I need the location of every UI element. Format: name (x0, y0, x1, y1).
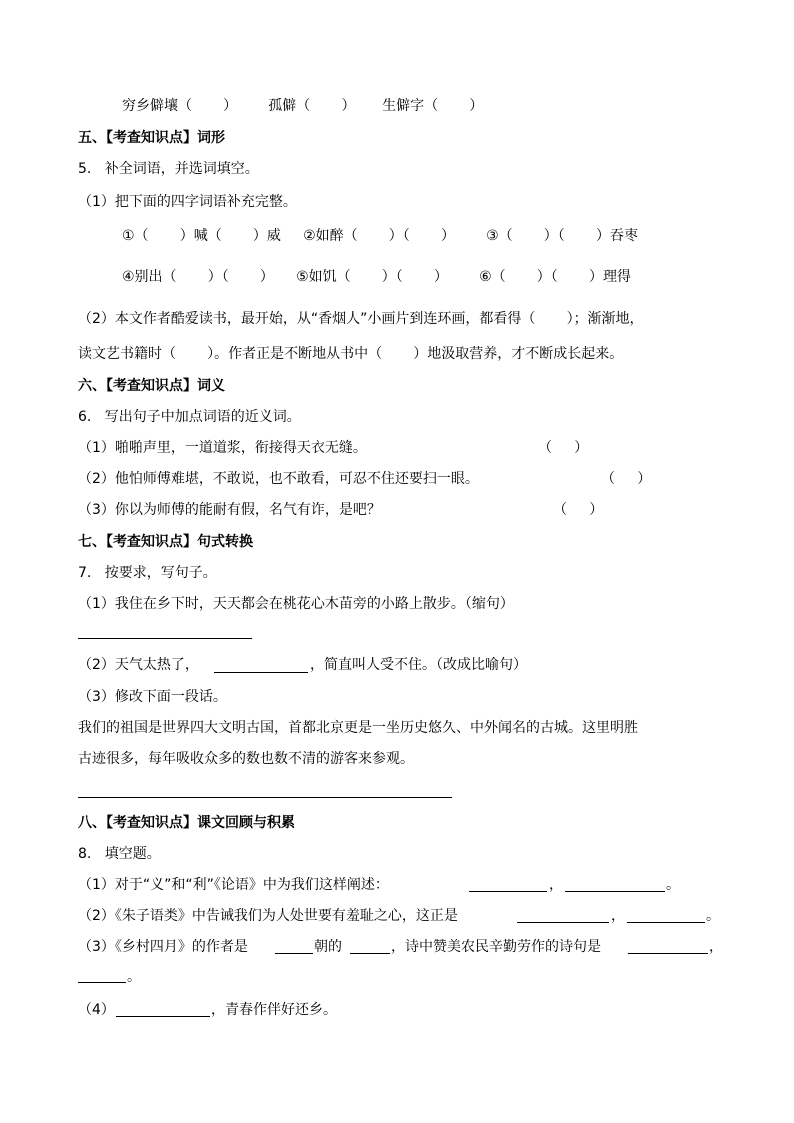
section-heading-6: 六、【考查知识点】词义 (78, 378, 225, 394)
answer-line-7-3[interactable] (78, 797, 452, 798)
period: 。 (666, 877, 680, 893)
idiom-row-2: ④别出（ ）（ ） ⑤如饥（ ）（ ） ⑥（ ）（ ）理得 (122, 269, 631, 285)
question-8-4: （4） (78, 1002, 115, 1018)
question-6: 6. 写出句子中加点词语的近义词。 (78, 409, 301, 425)
question-7-2-end: ，简直叫人受不住。（改成比喻句） (310, 657, 527, 673)
comma: ， (549, 877, 563, 893)
answer-bracket-6-2: （ ） (601, 471, 652, 487)
question-7-2-start: （2）天气太热了， (78, 657, 199, 673)
question-6-2: （2）他怕师傅难堪，不敢说，也不敢看，可忍不住还要扫一眼。 (78, 471, 479, 487)
answer-blank-8-1a[interactable] (469, 891, 547, 892)
word-row: 穷乡僻壤（ ） 孤僻（ ） 生僻字（ ） (122, 98, 484, 114)
question-8-1: （1）对于“义”和“利”《论语》中为我们这样阐述： (78, 877, 389, 893)
answer-blank-7-2[interactable] (214, 672, 308, 673)
question-7-3: （3）修改下面一段话。 (78, 689, 227, 705)
question-8-2: （2）《朱子语类》中告诫我们为人处世要有羞耻之心，这正是 (78, 908, 458, 924)
question-8-3-mid: 朝的 (314, 939, 342, 955)
period: 。 (706, 908, 720, 924)
question-5-1: （1）把下面的四字词语补充完整。 (78, 194, 297, 210)
idiom-row-1: ①（ ）喊（ ）威 ②如醉（ ）（ ） ③（ ）（ ）吞枣 (122, 228, 638, 244)
question-5: 5. 补全词语，并选词填空。 (78, 161, 259, 177)
answer-line-7-1[interactable] (78, 638, 252, 639)
period: 。 (127, 969, 141, 985)
question-5-2-line-1: （2）本文作者酷爱读书，最开始，从“香烟人”小画片到连环画，都看得（ ）；渐渐地， (78, 311, 644, 327)
question-6-3: （3）你以为师傅的能耐有假，名气有诈，是吧？ (78, 502, 381, 518)
answer-blank-8-3c[interactable] (628, 953, 708, 954)
answer-blank-8-3b[interactable] (350, 953, 390, 954)
section-heading-5: 五、【考查知识点】词形 (78, 130, 225, 146)
question-5-2-line-2: 读文艺书籍时（ ）。作者正是不断地从书中（ ）地汲取营养，才不断成长起来。 (78, 346, 624, 362)
question-8-4-end: ，青春作伴好还乡。 (211, 1002, 337, 1018)
section-heading-8: 八、【考查知识点】课文回顾与积累 (78, 815, 295, 831)
answer-bracket-6-3: （ ） (553, 502, 604, 518)
paragraph-line-1: 我们的祖国是世界四大文明古国，首都北京更是一坐历史悠久、中外闻名的古城。这里明胜 (78, 720, 638, 736)
question-8: 8. 填空题。 (78, 846, 161, 862)
question-8-3-end: ，诗中赞美农民辛勤劳作的诗句是 (391, 939, 601, 955)
paragraph-line-2: 古迹很多，每年吸收众多的数也数不清的游客来参观。 (78, 751, 414, 767)
answer-blank-8-2b[interactable] (627, 922, 705, 923)
answer-blank-8-4[interactable] (116, 1016, 210, 1017)
answer-blank-8-3a[interactable] (275, 953, 313, 954)
section-heading-7: 七、【考查知识点】句式转换 (78, 534, 253, 550)
comma: ， (611, 908, 625, 924)
answer-blank-8-2a[interactable] (517, 922, 609, 923)
question-7-1: （1）我住在乡下时，天天都会在桃花心木苗旁的小路上散步。（缩句） (78, 596, 514, 612)
question-8-3: （3）《乡村四月》的作者是 (78, 939, 248, 955)
question-6-1: （1）啪啪声里，一道道浆，衔接得天衣无缝。 (78, 440, 367, 456)
answer-blank-8-3d[interactable] (78, 982, 126, 983)
comma: ， (709, 939, 723, 955)
answer-bracket-6-1: （ ） (538, 440, 589, 456)
question-7: 7. 按要求，写句子。 (78, 565, 217, 581)
answer-blank-8-1b[interactable] (565, 891, 665, 892)
